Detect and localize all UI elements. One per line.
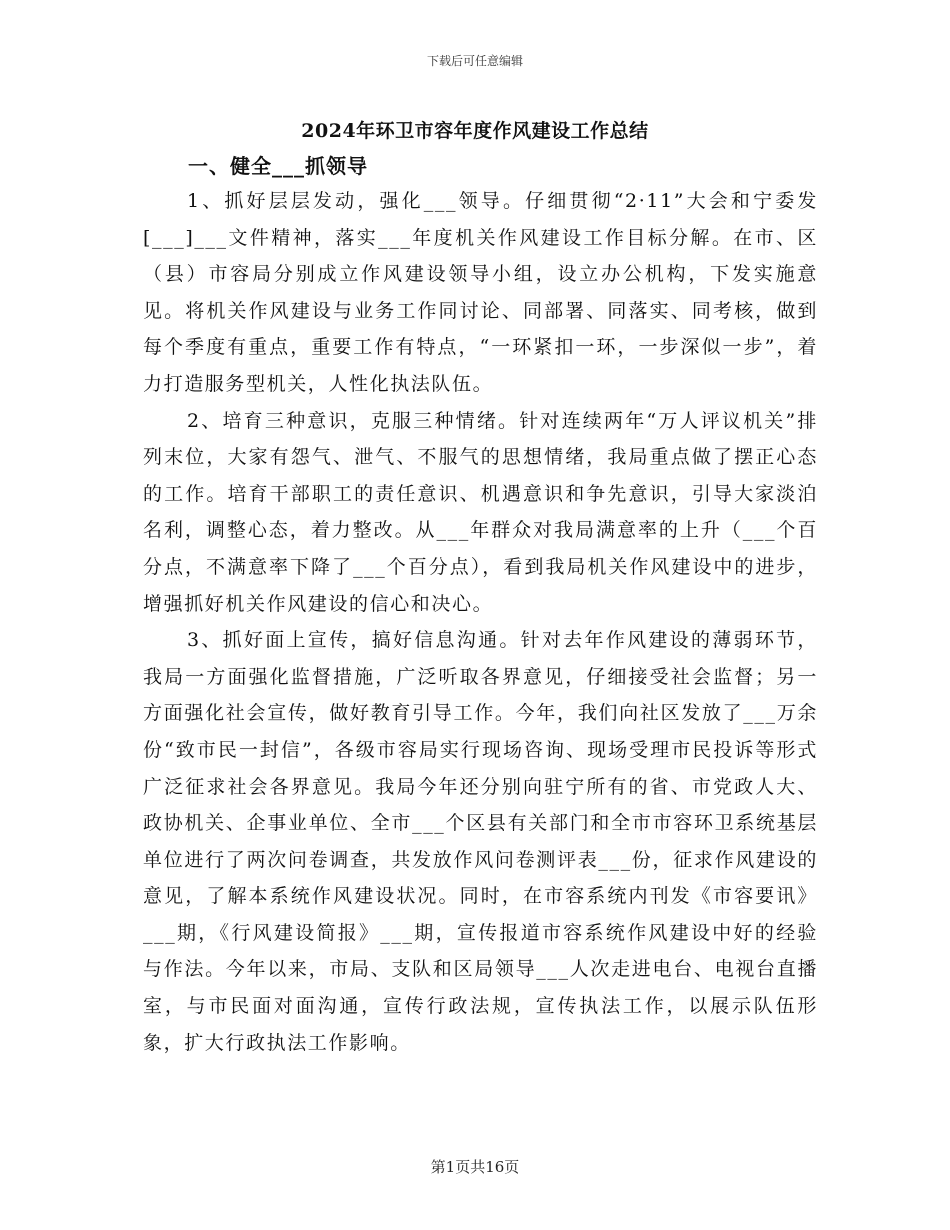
document-title: 2024年环卫市容年度作风建设工作总结 (301, 120, 649, 142)
section-heading: 一、健全___抓领导 (188, 154, 368, 178)
paragraph-2: 2、培育三种意识，克服三种情绪。针对连续两年“万人评议机关”排列末位，大家有怨气、泄气、不服气的思想情绪，我局重点做了摆正心态的工作。培育干部职工的责任意识、机遇意识和争先意识，引导大家淡泊名利，调整心态，着力整改。从___年群众对我局满意率的上升（___个百分点，不满意率下降了___个百分点），看到我局机关作风建设中的进步，增强抓好机关作风建设的信心和决心。 (143, 409, 818, 615)
paragraph-1: 1、抓好层层发动，强化___领导。仔细贯彻“2·11”大会和宁委发[___]___文件精神，落实___年度机关作风建设工作目标分解。在市、区（县）市容局分别成立作风建设领导小组，设立办公机构，下发实施意见。将机关作风建设与业务工作同讨论、同部署、同落实、同考核，做到每个季度有重点，重要工作有特点，“一环紧扣一环，一步深似一步”，着力打造服务型机关，人性化执法队伍。 (143, 190, 818, 395)
header-note: 下载后可任意编辑 (426, 54, 523, 68)
body-text (143, 183, 818, 1061)
paragraph-3: 3、抓好面上宣传，搞好信息沟通。针对去年作风建设的薄弱环节，我局一方面强化监督措施，广泛听取各界意见，仔细接受社会监督；另一方面强化社会宣传，做好教育引导工作。今年，我们向社区发放了___万余份“致市民一封信”，各级市容局实行现场咨询、现场受理市民投诉等形式广泛征求社会各界意见。我局今年还分别向驻宁所有的省、市党政人大、政协机关、企事业单位、全市___个区县有关部门和全市市容环卫系统基层单位进行了两次问卷调查，共发放作风问卷测评表___份，征求作风建设的意见，了解本系统作风建设状况。同时，在市容系统内刊发《市容要讯》___期，《行风建设简报》___期，宣传报道市容系统作风建设中好的经验与作法。今年以来，市局、支队和区局领导___人次走进电台、电视台直播室，与市民面对面沟通，宣传行政法规，宣传执法工作，以展示队伍形象，扩大行政执法工作影响。 (143, 629, 818, 1054)
page-number: 第1页共16页 (430, 1158, 520, 1176)
